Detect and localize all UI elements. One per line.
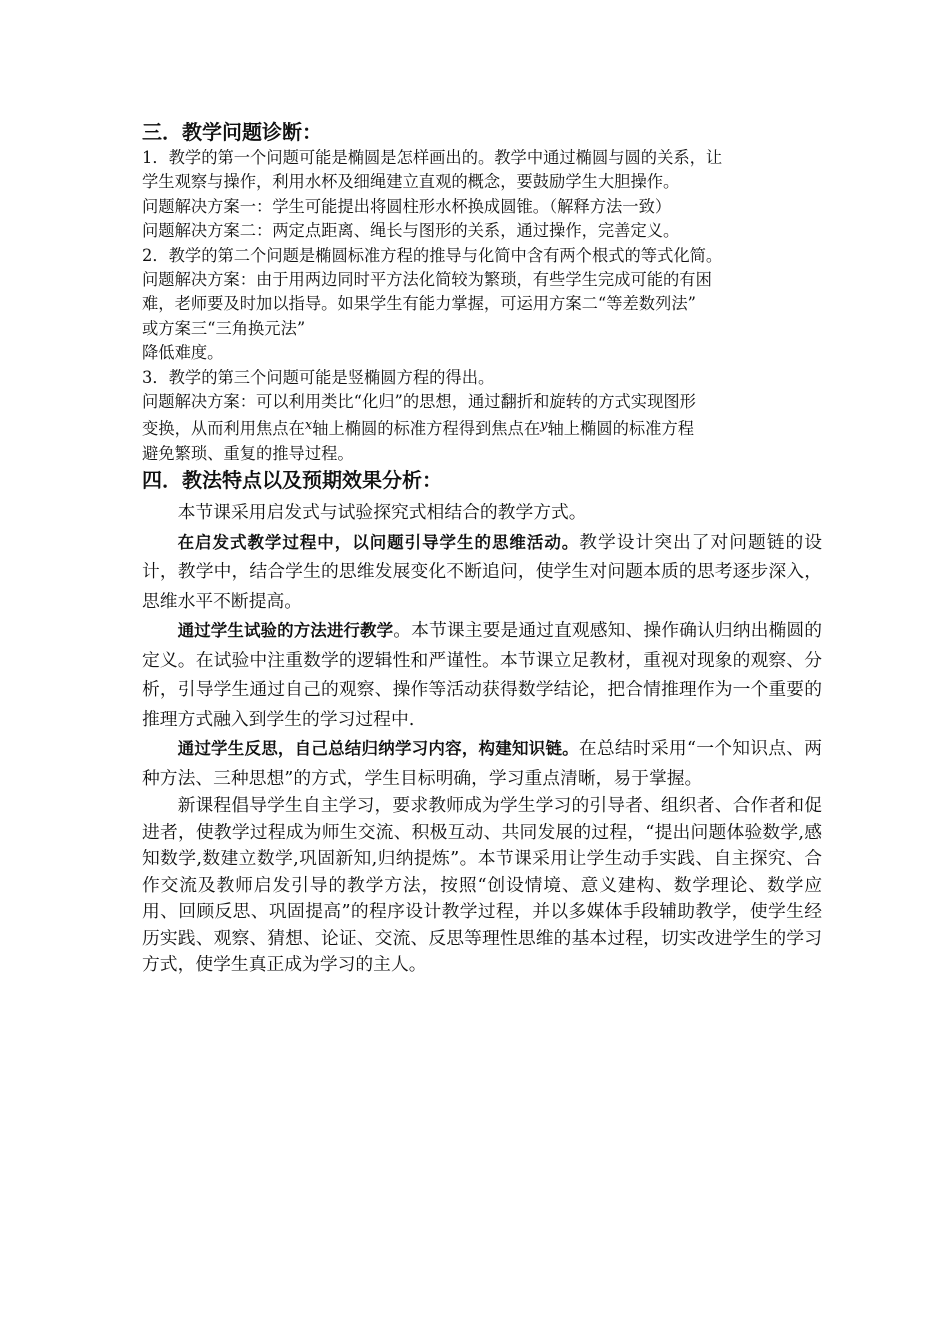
- variable-y: y: [540, 418, 548, 434]
- section4-paragraph-experiment: [142, 616, 822, 734]
- reflection-bold-lead: 通过学生反思，自己总结归纳学习内容，构建知识链。: [177, 739, 579, 759]
- problem1-line1: 1．教学的第一个问题可能是椭圆是怎样画出的。教学中通过椭圆与圆的关系，让: [142, 148, 723, 167]
- section-teaching-problem-diagnosis: [142, 118, 822, 466]
- problem2-solution-line3: 或方案三“三角换元法”: [142, 318, 306, 338]
- document-page: [142, 118, 822, 979]
- problem3-solution-line2-part2: 轴上椭圆的标准方程得到焦点在: [312, 419, 541, 439]
- problem2-solution-line4: 降低难度。: [142, 343, 224, 363]
- section4-intro: 本节课采用启发式与试验探究式相结合的教学方式。: [177, 502, 587, 524]
- heuristic-bold-lead: 在启发式教学过程中，以问题引导学生的思维活动。: [177, 532, 580, 552]
- section4-paragraph-reflection: [142, 734, 822, 793]
- section3-heading: 三．教学问题诊断：: [142, 120, 322, 144]
- problem2-solution-line2: 难，老师要及时加以指导。如果学生有能力掌握，可运用方案二“等差数列法”: [142, 294, 696, 314]
- section4-paragraph-new-curriculum: 新课程倡导学生自主学习，要求教师成为学生学习的引导者、组织者、合作者和促进者，使教学过程成为师生交流、积极互动、共同发展的过程，“提出问题体验数学,感知数学,数建立数学,巩固新知,归纳提炼”。本节课采用让学生动手实践、自主探究、合作交流及教师启发引导的教学方法，按照“创设情境、意义建构、数学理论、数学应用、回顾反思、巩固提高”的程序设计教学过程，并以多媒体手段辅助教学，使学生经历实践、观察、猜想、论证、交流、反思等理性思维的基本过程，切实改进学生的学习方式，使学生真正成为学习的主人。: [142, 795, 822, 976]
- problem3: 3．教学的第三个问题可能是竖椭圆方程的得出。: [142, 367, 495, 387]
- problem1-solution1: 问题解决方案一：学生可能提出将圆柱形水杯换成圆锥。（解释方法一致）: [142, 196, 672, 216]
- problem3-solution-line2: [142, 414, 822, 441]
- experiment-bold-lead: 通过学生试验的方法进行教学: [177, 621, 394, 641]
- problem3-solution-line1: 问题解决方案：可以利用类比“化归”的思想，通过翻折和旋转的方式实现图形: [142, 392, 696, 412]
- section-teaching-method-analysis: [142, 466, 822, 979]
- problem3-solution-line2-part3: 轴上椭圆的标准方程: [547, 419, 695, 439]
- problem1-line2: 学生观察与操作，利用水杯及细绳建立直观的概念，要鼓励学生大胆操作。: [142, 172, 680, 192]
- problem3-solution-line2-part1: 变换，从而利用焦点在: [142, 419, 305, 439]
- problem1-solution2: 问题解决方案二：两定点距离、绳长与图形的关系，通过操作，完善定义。: [142, 221, 680, 241]
- section4-heading: 四．教法特点以及预期效果分析：: [142, 468, 442, 493]
- variable-x: x: [304, 418, 313, 434]
- problem2-solution-line1: 问题解决方案：由于用两边同时平方法化简较为繁琐，有些学生完成可能的有困: [142, 270, 712, 290]
- heuristic-text: 教学设计突出了对问题链的设计，教学中，结合学生的思维发展变化不断追问，使学生对问题本质的思考逐步深入，思维水平不断提高。: [142, 531, 822, 612]
- problem3-solution-line3: 避免繁琐、重复的推导过程。: [142, 443, 354, 463]
- experiment-text: 。本节课主要是通过直观感知、操作确认归纳出椭圆的定义。在试验中注重数学的逻辑性和严谨性。本节课立足教材，重视对现象的观察、分析，引导学生通过自己的观察、操作等活动获得数学结论，把合情推理作为一个重要的推理方式融入到学生的学习过程中.: [142, 620, 822, 730]
- section4-paragraph-heuristic: [142, 528, 822, 617]
- problem2: 2．教学的第二个问题是椭圆标准方程的推导与化简中含有两个根式的等式化简。: [142, 245, 723, 265]
- reflection-text: 在总结时采用“一个知识点、两种方法、三种思想”的方式，学生目标明确，学习重点清晰，易于掌握。: [142, 738, 823, 789]
